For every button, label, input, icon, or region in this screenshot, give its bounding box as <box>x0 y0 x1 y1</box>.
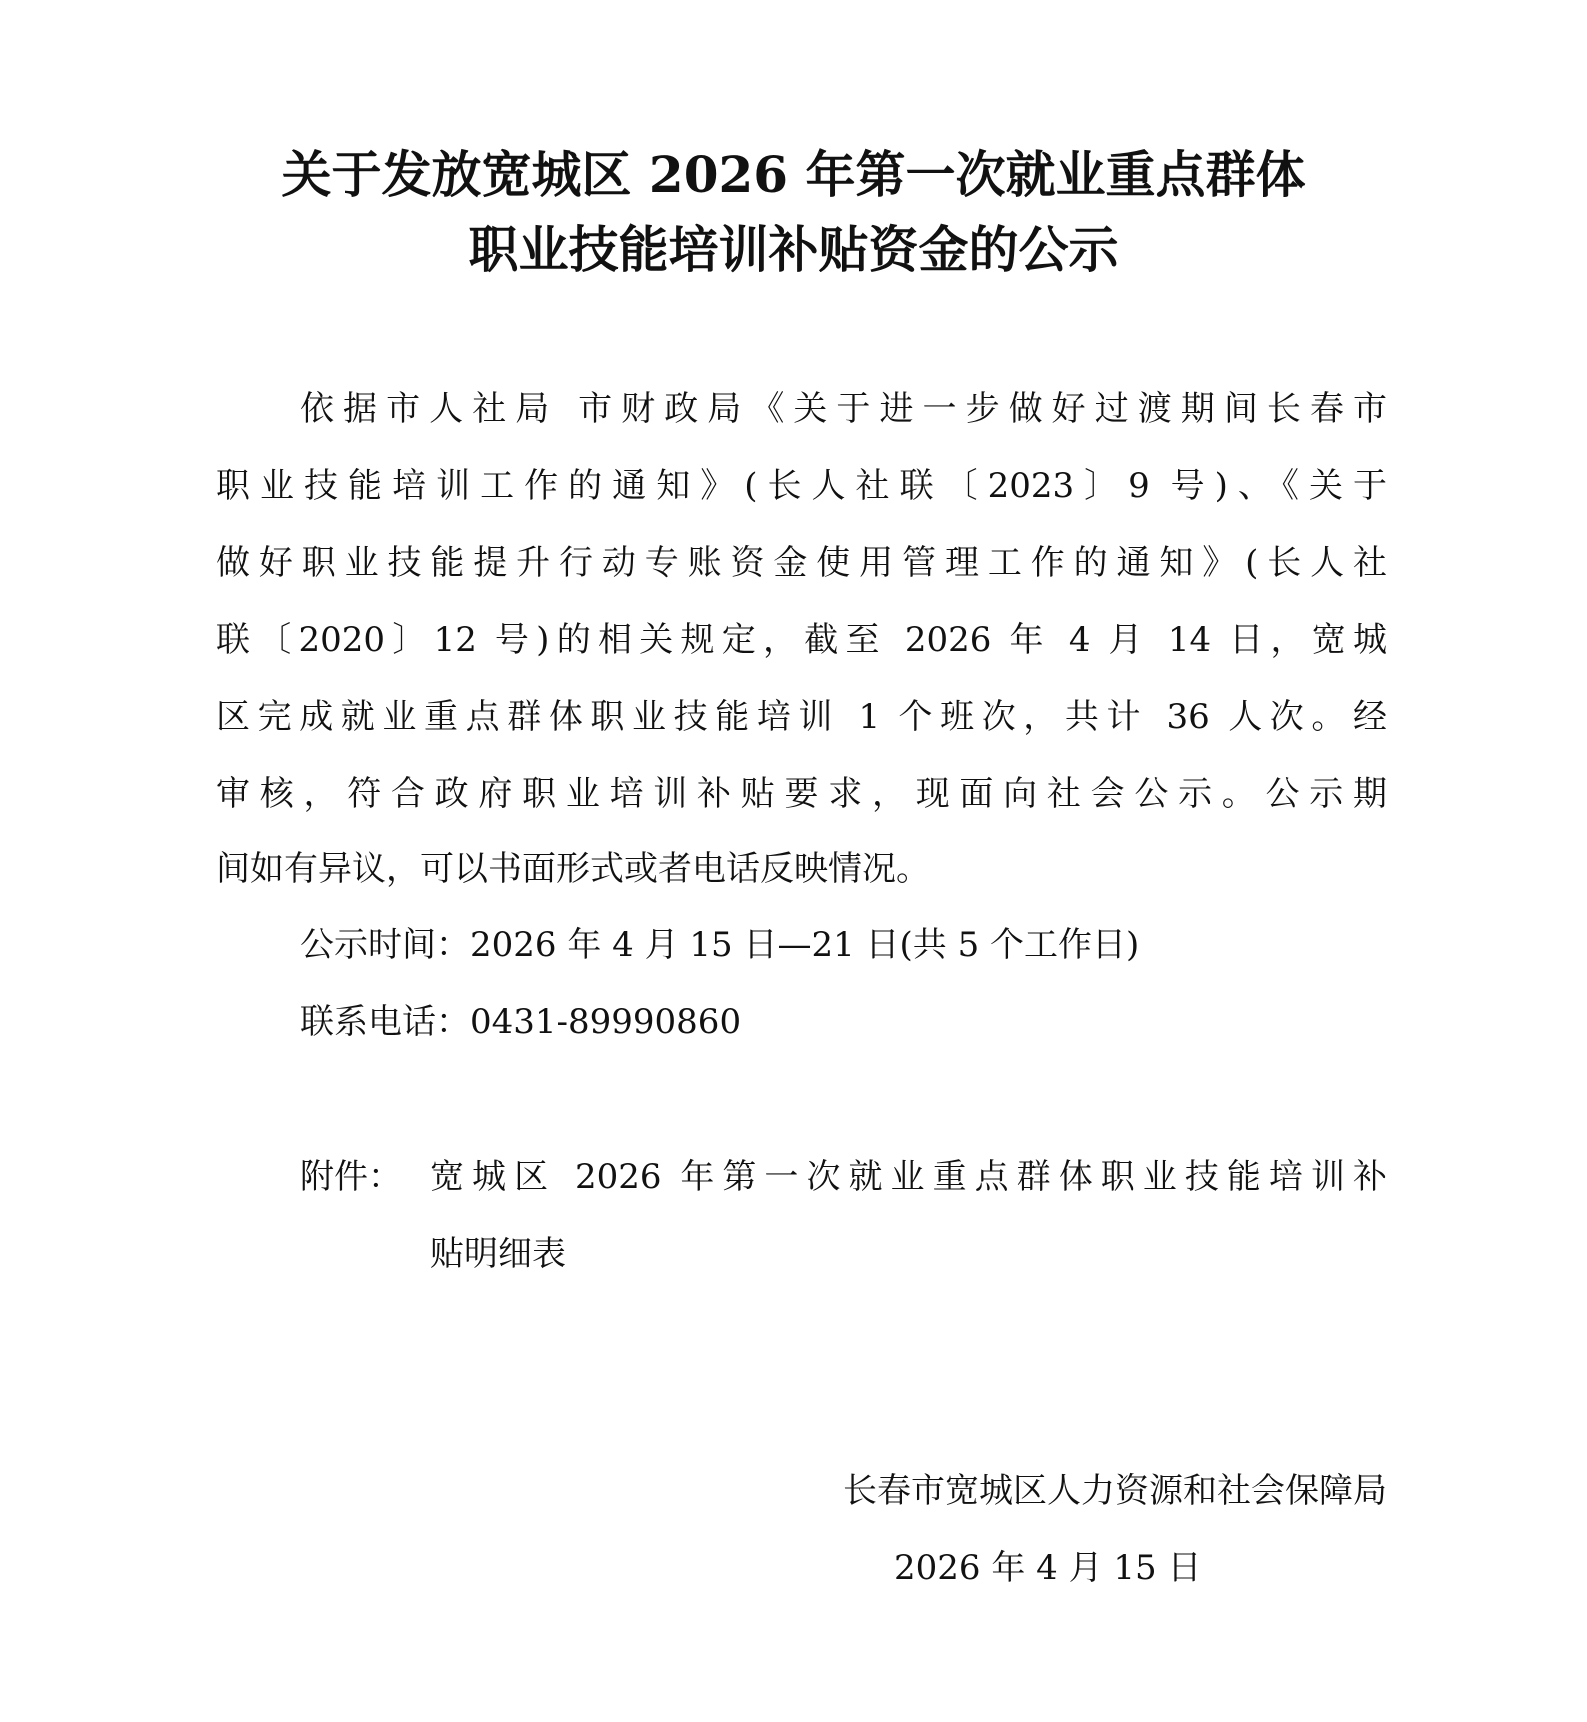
body-paragraph-line-3: 做好职业技能提升行动专账资金使用管理工作的通知》(长人社 <box>216 543 1387 583</box>
attachment-label: 附件： <box>300 1157 402 1197</box>
contact-phone: 联系电话：0431-89990860 <box>300 1002 742 1042</box>
notice-time: 公示时间：2026 年 4 月 15 日—21 日(共 5 个工作日) <box>300 925 1140 965</box>
attachment-title-line-2: 贴明细表 <box>430 1234 566 1274</box>
document-title-line-1: 关于发放宽城区 2026 年第一次就业重点群体 <box>281 145 1306 204</box>
body-paragraph-line-1: 依据市人社局 市财政局《关于进一步做好过渡期间长春市 <box>300 389 1387 429</box>
signature-date: 2026 年 4 月 15 日 <box>894 1548 1202 1588</box>
attachment-title-line-1: 宽城区 2026 年第一次就业重点群体职业技能培训补 <box>430 1157 1387 1197</box>
document-title-line-2: 职业技能培训补贴资金的公示 <box>468 220 1119 279</box>
body-paragraph-line-2: 职业技能培训工作的通知》(长人社联〔2023〕9 号)、《关于 <box>216 466 1387 506</box>
body-paragraph-line-6: 审核，符合政府职业培训补贴要求，现面向社会公示。公示期 <box>216 774 1387 814</box>
body-paragraph-line-7: 间如有异议，可以书面形式或者电话反映情况。 <box>216 849 930 889</box>
body-paragraph-line-4: 联〔2020〕12 号)的相关规定，截至 2026 年 4 月 14 日，宽城 <box>216 620 1387 660</box>
signature-organization: 长春市宽城区人力资源和社会保障局 <box>843 1471 1387 1511</box>
body-paragraph-line-5: 区完成就业重点群体职业技能培训 1 个班次，共计 36 人次。经 <box>216 697 1387 737</box>
